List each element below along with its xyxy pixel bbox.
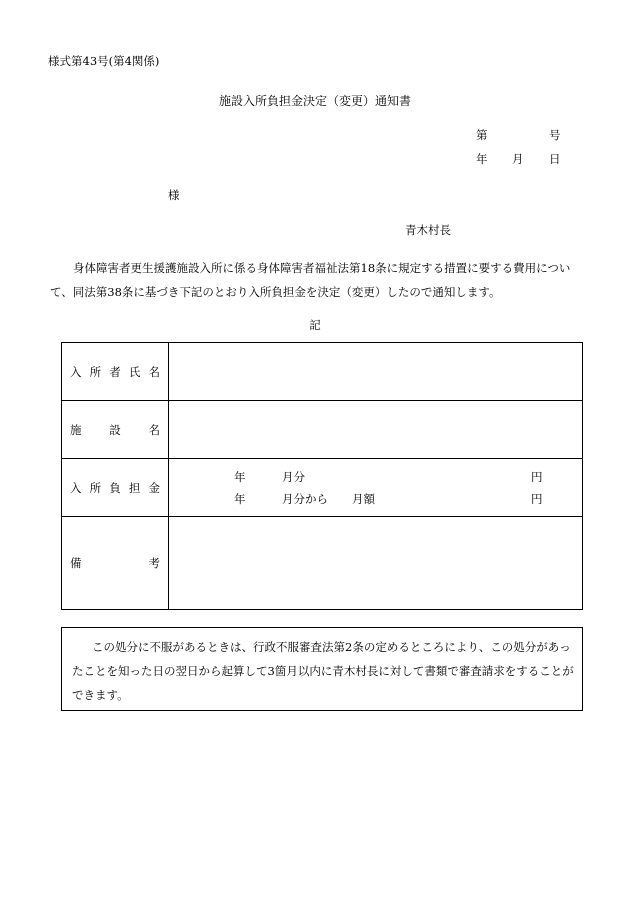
resident-name-value-cell[interactable]	[169, 343, 583, 401]
fee-value-cell[interactable]	[169, 459, 583, 517]
resident-name-label-cell	[62, 343, 169, 401]
number-suffix: 号	[549, 128, 561, 142]
fee-label-cell	[62, 459, 169, 517]
body-paragraph: 身体障害者更生援護施設入所に係る身体障害者福祉法第18条に規定する措置に要する費用について、同法第38条に基づき下記のとおり入所負担金を決定（変更）したので通知します。	[50, 261, 571, 299]
appeal-notice-text: この処分に不服があるときは、行政不服審査法第2条の定めるところにより、この処分があったことを知った日の翌日から起算して3箇月以内に青木村長に対して書類で審査請求をすることができます。	[72, 640, 574, 702]
remarks-label-cell	[62, 517, 169, 610]
fee-line2-yen: 円	[531, 492, 543, 506]
document-title: 施設入所負担金決定（変更）通知書	[218, 94, 411, 108]
ki-heading: 記	[309, 318, 321, 332]
resident-name-label: 入 所 者 氏 名	[70, 364, 160, 379]
table-row	[62, 401, 583, 459]
number-prefix: 第	[476, 128, 488, 142]
sender-name: 青木村長	[405, 223, 451, 237]
date-day-label: 日	[549, 152, 561, 166]
remarks-value-cell[interactable]	[169, 517, 583, 610]
fee-line2-month: 月分から	[282, 492, 328, 506]
facility-name-label: 施 設 名	[70, 422, 160, 437]
date-month-label: 月	[512, 152, 524, 166]
table-row	[62, 517, 583, 610]
fee-line1-yen: 円	[531, 470, 543, 484]
table-row	[62, 343, 583, 401]
appeal-notice-box	[61, 627, 583, 711]
facility-name-value-cell[interactable]	[169, 401, 583, 459]
addressee-suffix: 様	[168, 188, 180, 202]
fee-line2-monthly: 月額	[352, 492, 375, 506]
fee-line2-year: 年	[234, 492, 246, 506]
table-row	[62, 459, 583, 517]
form-number: 様式第43号(第4関係)	[48, 54, 160, 68]
facility-name-label-cell	[62, 401, 169, 459]
date-year-label: 年	[476, 152, 488, 166]
fee-line1-month: 月分	[282, 470, 305, 484]
fee-label: 入 所 負 担 金	[70, 480, 160, 495]
details-table	[61, 342, 583, 610]
fee-line1-year: 年	[234, 470, 246, 484]
remarks-label: 備 考	[70, 556, 160, 570]
